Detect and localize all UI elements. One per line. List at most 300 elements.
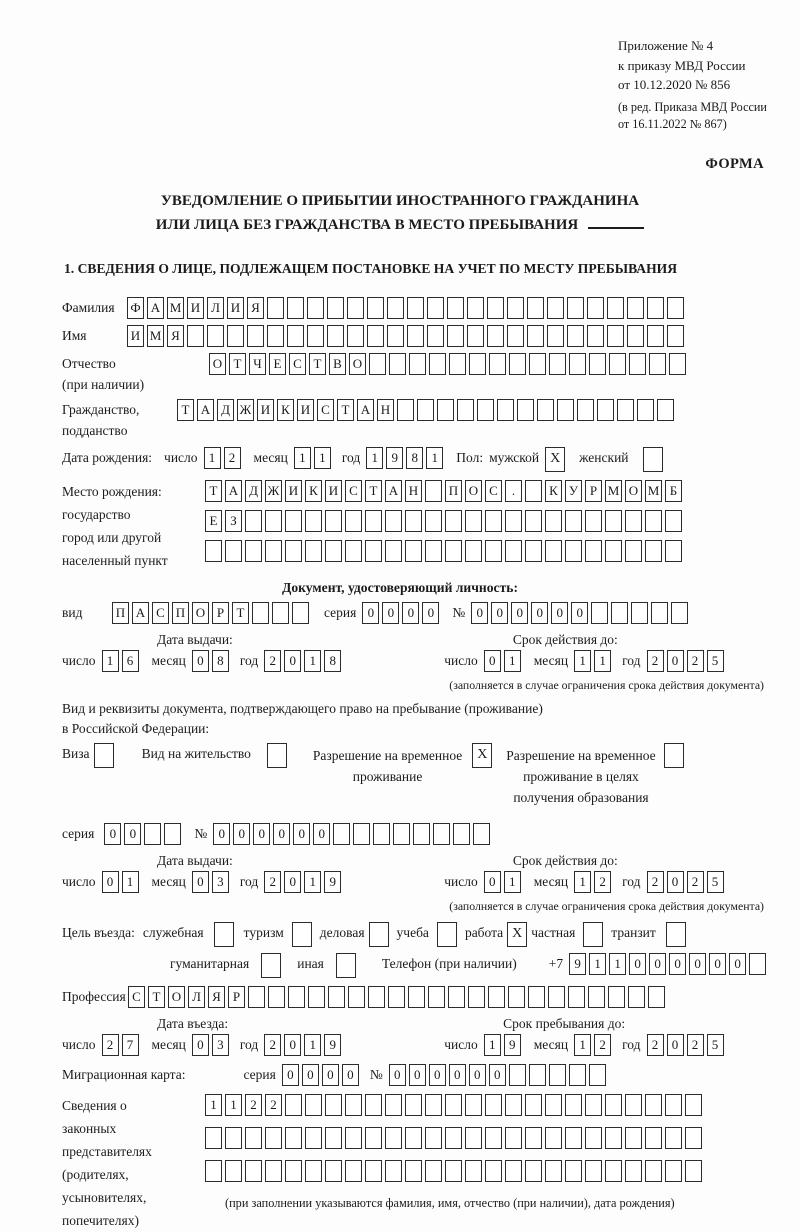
char-cell[interactable] — [625, 540, 642, 562]
char-cell[interactable] — [607, 297, 624, 319]
char-cell[interactable] — [248, 986, 265, 1008]
char-cell[interactable]: С — [152, 602, 169, 624]
char-cell[interactable] — [568, 986, 585, 1008]
birth-day-input[interactable] — [204, 447, 244, 469]
char-cell[interactable] — [467, 325, 484, 347]
char-cell[interactable] — [225, 540, 242, 562]
char-cell[interactable] — [625, 510, 642, 532]
option-temp-residence-checkbox[interactable]: X — [472, 743, 492, 768]
purpose-study-checkbox[interactable] — [437, 922, 457, 947]
char-cell[interactable] — [631, 602, 648, 624]
char-cell[interactable]: А — [132, 602, 149, 624]
char-cell[interactable] — [497, 399, 514, 421]
entry-year-input[interactable] — [264, 1034, 344, 1056]
char-cell[interactable]: 1 — [574, 871, 591, 893]
char-cell[interactable]: С — [317, 399, 334, 421]
char-cell[interactable] — [589, 353, 606, 375]
residence-series-input[interactable] — [104, 823, 184, 845]
char-cell[interactable] — [445, 510, 462, 532]
char-cell[interactable] — [585, 1094, 602, 1116]
char-cell[interactable] — [445, 540, 462, 562]
char-cell[interactable]: 1 — [574, 650, 591, 672]
char-cell[interactable] — [388, 986, 405, 1008]
char-cell[interactable] — [489, 353, 506, 375]
char-cell[interactable] — [547, 325, 564, 347]
char-cell[interactable] — [307, 325, 324, 347]
char-cell[interactable]: 2 — [687, 650, 704, 672]
char-cell[interactable] — [549, 353, 566, 375]
char-cell[interactable] — [265, 540, 282, 562]
purpose-business-checkbox[interactable] — [214, 922, 234, 947]
char-cell[interactable] — [365, 540, 382, 562]
char-cell[interactable] — [387, 325, 404, 347]
sex-female-checkbox[interactable] — [643, 447, 663, 472]
char-cell[interactable]: 9 — [386, 447, 403, 469]
char-cell[interactable]: 0 — [362, 602, 379, 624]
char-cell[interactable] — [545, 1127, 562, 1149]
char-cell[interactable]: Д — [245, 480, 262, 502]
char-cell[interactable] — [585, 1127, 602, 1149]
char-cell[interactable] — [545, 540, 562, 562]
char-cell[interactable] — [569, 353, 586, 375]
char-cell[interactable] — [445, 1127, 462, 1149]
char-cell[interactable] — [607, 325, 624, 347]
char-cell[interactable] — [265, 1127, 282, 1149]
char-cell[interactable]: Т — [177, 399, 194, 421]
char-cell[interactable]: 0 — [233, 823, 250, 845]
char-cell[interactable]: 0 — [667, 1034, 684, 1056]
char-cell[interactable] — [605, 510, 622, 532]
char-cell[interactable]: Н — [405, 480, 422, 502]
patronymic-input[interactable] — [209, 353, 689, 375]
char-cell[interactable]: 2 — [264, 650, 281, 672]
char-cell[interactable] — [587, 297, 604, 319]
char-cell[interactable]: С — [345, 480, 362, 502]
char-cell[interactable] — [369, 353, 386, 375]
char-cell[interactable] — [465, 1127, 482, 1149]
char-cell[interactable]: 0 — [667, 871, 684, 893]
char-cell[interactable] — [325, 1127, 342, 1149]
char-cell[interactable] — [307, 297, 324, 319]
char-cell[interactable] — [305, 1094, 322, 1116]
char-cell[interactable]: Л — [207, 297, 224, 319]
char-cell[interactable] — [548, 986, 565, 1008]
char-cell[interactable]: И — [127, 325, 144, 347]
char-cell[interactable] — [365, 1127, 382, 1149]
char-cell[interactable] — [465, 1094, 482, 1116]
char-cell[interactable] — [685, 1127, 702, 1149]
stay-month-input[interactable] — [574, 1034, 614, 1056]
char-cell[interactable] — [637, 399, 654, 421]
char-cell[interactable]: 1 — [225, 1094, 242, 1116]
char-cell[interactable] — [288, 986, 305, 1008]
char-cell[interactable]: 0 — [409, 1064, 426, 1086]
char-cell[interactable]: Б — [665, 480, 682, 502]
char-cell[interactable] — [225, 1127, 242, 1149]
char-cell[interactable] — [448, 986, 465, 1008]
char-cell[interactable]: М — [167, 297, 184, 319]
char-cell[interactable]: 9 — [324, 871, 341, 893]
representatives-line1-input[interactable] — [205, 1094, 705, 1116]
char-cell[interactable] — [645, 510, 662, 532]
char-cell[interactable]: З — [225, 510, 242, 532]
char-cell[interactable] — [565, 1127, 582, 1149]
purpose-commercial-checkbox[interactable] — [369, 922, 389, 947]
char-cell[interactable] — [487, 297, 504, 319]
char-cell[interactable] — [389, 353, 406, 375]
char-cell[interactable]: А — [147, 297, 164, 319]
char-cell[interactable]: К — [305, 480, 322, 502]
char-cell[interactable] — [645, 1127, 662, 1149]
residence-issue-day-input[interactable] — [102, 871, 142, 893]
char-cell[interactable] — [408, 986, 425, 1008]
char-cell[interactable]: М — [147, 325, 164, 347]
char-cell[interactable]: 0 — [689, 953, 706, 975]
char-cell[interactable]: Ж — [237, 399, 254, 421]
char-cell[interactable]: О — [192, 602, 209, 624]
char-cell[interactable] — [287, 325, 304, 347]
char-cell[interactable] — [685, 1094, 702, 1116]
char-cell[interactable] — [585, 510, 602, 532]
char-cell[interactable]: 0 — [192, 1034, 209, 1056]
char-cell[interactable]: О — [625, 480, 642, 502]
char-cell[interactable]: 0 — [429, 1064, 446, 1086]
char-cell[interactable] — [305, 1127, 322, 1149]
char-cell[interactable]: С — [485, 480, 502, 502]
char-cell[interactable] — [627, 297, 644, 319]
char-cell[interactable] — [328, 986, 345, 1008]
char-cell[interactable] — [671, 602, 688, 624]
char-cell[interactable] — [285, 1127, 302, 1149]
char-cell[interactable]: О — [168, 986, 185, 1008]
char-cell[interactable]: 0 — [102, 871, 119, 893]
char-cell[interactable]: Я — [247, 297, 264, 319]
char-cell[interactable] — [345, 540, 362, 562]
char-cell[interactable] — [425, 510, 442, 532]
char-cell[interactable] — [245, 540, 262, 562]
char-cell[interactable]: 1 — [294, 447, 311, 469]
char-cell[interactable] — [529, 1064, 546, 1086]
char-cell[interactable] — [617, 399, 634, 421]
char-cell[interactable] — [285, 1094, 302, 1116]
purpose-tourism-checkbox[interactable] — [292, 922, 312, 947]
char-cell[interactable] — [517, 399, 534, 421]
representatives-line2-input[interactable] — [205, 1127, 705, 1149]
char-cell[interactable]: 0 — [531, 602, 548, 624]
identity-expiry-month-input[interactable] — [574, 650, 614, 672]
char-cell[interactable]: 1 — [609, 953, 626, 975]
char-cell[interactable] — [588, 986, 605, 1008]
char-cell[interactable] — [565, 1094, 582, 1116]
char-cell[interactable] — [385, 1127, 402, 1149]
char-cell[interactable] — [545, 1094, 562, 1116]
char-cell[interactable]: П — [172, 602, 189, 624]
char-cell[interactable] — [577, 399, 594, 421]
char-cell[interactable] — [367, 297, 384, 319]
char-cell[interactable] — [625, 1094, 642, 1116]
char-cell[interactable] — [429, 353, 446, 375]
char-cell[interactable]: Ф — [127, 297, 144, 319]
char-cell[interactable] — [373, 823, 390, 845]
profession-input[interactable] — [128, 986, 668, 1008]
char-cell[interactable] — [425, 1094, 442, 1116]
option-temp-residence-education-checkbox[interactable] — [664, 743, 684, 768]
char-cell[interactable]: 0 — [284, 871, 301, 893]
phone-input[interactable] — [569, 953, 769, 975]
char-cell[interactable] — [425, 480, 442, 502]
char-cell[interactable] — [487, 325, 504, 347]
char-cell[interactable]: 0 — [469, 1064, 486, 1086]
char-cell[interactable]: М — [605, 480, 622, 502]
char-cell[interactable]: 8 — [406, 447, 423, 469]
char-cell[interactable] — [665, 510, 682, 532]
char-cell[interactable]: 0 — [124, 823, 141, 845]
char-cell[interactable]: 1 — [484, 1034, 501, 1056]
residence-number-input[interactable] — [213, 823, 493, 845]
birth-month-input[interactable] — [294, 447, 334, 469]
char-cell[interactable] — [445, 1094, 462, 1116]
char-cell[interactable]: 2 — [264, 1034, 281, 1056]
char-cell[interactable]: . — [505, 480, 522, 502]
char-cell[interactable]: Т — [337, 399, 354, 421]
char-cell[interactable] — [164, 823, 181, 845]
char-cell[interactable]: 0 — [104, 823, 121, 845]
char-cell[interactable]: 1 — [204, 447, 221, 469]
purpose-private-checkbox[interactable] — [583, 922, 603, 947]
char-cell[interactable]: 9 — [504, 1034, 521, 1056]
char-cell[interactable]: П — [445, 480, 462, 502]
char-cell[interactable]: 1 — [574, 1034, 591, 1056]
char-cell[interactable]: 2 — [245, 1094, 262, 1116]
char-cell[interactable]: О — [209, 353, 226, 375]
char-cell[interactable] — [525, 540, 542, 562]
char-cell[interactable] — [749, 953, 766, 975]
char-cell[interactable] — [508, 986, 525, 1008]
char-cell[interactable] — [477, 399, 494, 421]
migration-number-input[interactable] — [389, 1064, 609, 1086]
char-cell[interactable] — [345, 1127, 362, 1149]
char-cell[interactable]: 0 — [491, 602, 508, 624]
char-cell[interactable] — [589, 1064, 606, 1086]
char-cell[interactable]: С — [289, 353, 306, 375]
residence-expiry-day-input[interactable] — [484, 871, 524, 893]
char-cell[interactable]: 1 — [366, 447, 383, 469]
char-cell[interactable]: 2 — [647, 871, 664, 893]
char-cell[interactable]: 0 — [422, 602, 439, 624]
char-cell[interactable] — [567, 297, 584, 319]
char-cell[interactable] — [365, 1094, 382, 1116]
char-cell[interactable] — [545, 510, 562, 532]
char-cell[interactable] — [187, 325, 204, 347]
char-cell[interactable]: 0 — [282, 1064, 299, 1086]
char-cell[interactable] — [525, 1127, 542, 1149]
char-cell[interactable] — [665, 1127, 682, 1149]
char-cell[interactable] — [507, 325, 524, 347]
char-cell[interactable]: И — [227, 297, 244, 319]
char-cell[interactable]: 0 — [489, 1064, 506, 1086]
char-cell[interactable]: 2 — [265, 1094, 282, 1116]
char-cell[interactable]: 0 — [192, 650, 209, 672]
char-cell[interactable] — [465, 540, 482, 562]
char-cell[interactable] — [648, 986, 665, 1008]
char-cell[interactable]: Т — [229, 353, 246, 375]
char-cell[interactable]: 2 — [687, 1034, 704, 1056]
char-cell[interactable]: 0 — [293, 823, 310, 845]
char-cell[interactable] — [285, 540, 302, 562]
residence-issue-month-input[interactable] — [192, 871, 232, 893]
migration-series-input[interactable] — [282, 1064, 362, 1086]
option-residence-permit-checkbox[interactable] — [267, 743, 287, 768]
char-cell[interactable]: Т — [205, 480, 222, 502]
char-cell[interactable]: 0 — [382, 602, 399, 624]
char-cell[interactable]: 3 — [212, 871, 229, 893]
char-cell[interactable]: 0 — [253, 823, 270, 845]
char-cell[interactable] — [528, 986, 545, 1008]
char-cell[interactable]: М — [645, 480, 662, 502]
char-cell[interactable] — [447, 297, 464, 319]
char-cell[interactable]: 3 — [212, 1034, 229, 1056]
char-cell[interactable]: К — [545, 480, 562, 502]
char-cell[interactable] — [647, 325, 664, 347]
char-cell[interactable]: 0 — [484, 871, 501, 893]
char-cell[interactable] — [265, 510, 282, 532]
char-cell[interactable]: Л — [188, 986, 205, 1008]
entry-month-input[interactable] — [192, 1034, 232, 1056]
char-cell[interactable] — [345, 510, 362, 532]
char-cell[interactable] — [667, 325, 684, 347]
char-cell[interactable] — [505, 510, 522, 532]
char-cell[interactable] — [405, 540, 422, 562]
char-cell[interactable] — [605, 1094, 622, 1116]
char-cell[interactable] — [345, 1094, 362, 1116]
char-cell[interactable] — [537, 399, 554, 421]
char-cell[interactable] — [547, 297, 564, 319]
char-cell[interactable]: Я — [208, 986, 225, 1008]
char-cell[interactable]: 0 — [649, 953, 666, 975]
char-cell[interactable] — [368, 986, 385, 1008]
char-cell[interactable] — [567, 325, 584, 347]
char-cell[interactable] — [425, 540, 442, 562]
char-cell[interactable] — [347, 297, 364, 319]
birth-place-line3-input[interactable] — [205, 540, 685, 562]
purpose-work-checkbox[interactable]: X — [507, 922, 527, 947]
char-cell[interactable]: Д — [217, 399, 234, 421]
char-cell[interactable] — [305, 510, 322, 532]
char-cell[interactable] — [348, 986, 365, 1008]
char-cell[interactable]: А — [225, 480, 242, 502]
char-cell[interactable]: У — [565, 480, 582, 502]
char-cell[interactable]: Р — [212, 602, 229, 624]
char-cell[interactable] — [409, 353, 426, 375]
char-cell[interactable]: 1 — [304, 1034, 321, 1056]
char-cell[interactable] — [465, 510, 482, 532]
char-cell[interactable] — [625, 1127, 642, 1149]
char-cell[interactable] — [268, 986, 285, 1008]
char-cell[interactable] — [651, 602, 668, 624]
char-cell[interactable]: 1 — [504, 871, 521, 893]
char-cell[interactable]: 5 — [707, 650, 724, 672]
char-cell[interactable]: 1 — [304, 871, 321, 893]
purpose-transit-checkbox[interactable] — [666, 922, 686, 947]
char-cell[interactable] — [247, 325, 264, 347]
char-cell[interactable]: 0 — [302, 1064, 319, 1086]
char-cell[interactable]: Ч — [249, 353, 266, 375]
char-cell[interactable]: 0 — [667, 650, 684, 672]
char-cell[interactable]: И — [325, 480, 342, 502]
char-cell[interactable] — [325, 510, 342, 532]
residence-issue-year-input[interactable] — [264, 871, 344, 893]
char-cell[interactable]: Ж — [265, 480, 282, 502]
identity-issue-year-input[interactable] — [264, 650, 344, 672]
sex-male-checkbox[interactable]: X — [545, 447, 565, 472]
char-cell[interactable]: 0 — [273, 823, 290, 845]
char-cell[interactable] — [645, 540, 662, 562]
char-cell[interactable] — [468, 986, 485, 1008]
char-cell[interactable] — [272, 602, 289, 624]
char-cell[interactable] — [591, 602, 608, 624]
char-cell[interactable]: 1 — [504, 650, 521, 672]
residence-expiry-month-input[interactable] — [574, 871, 614, 893]
char-cell[interactable]: Т — [232, 602, 249, 624]
char-cell[interactable]: 7 — [122, 1034, 139, 1056]
option-visa-checkbox[interactable] — [94, 743, 114, 768]
char-cell[interactable]: 0 — [449, 1064, 466, 1086]
char-cell[interactable]: 0 — [571, 602, 588, 624]
char-cell[interactable] — [605, 540, 622, 562]
char-cell[interactable]: 0 — [484, 650, 501, 672]
char-cell[interactable]: 0 — [284, 1034, 301, 1056]
purpose-humanitarian-checkbox[interactable] — [261, 953, 281, 978]
char-cell[interactable]: И — [187, 297, 204, 319]
char-cell[interactable] — [529, 353, 546, 375]
entry-day-input[interactable] — [102, 1034, 142, 1056]
char-cell[interactable] — [407, 297, 424, 319]
char-cell[interactable]: 0 — [313, 823, 330, 845]
char-cell[interactable] — [665, 540, 682, 562]
name-input[interactable] — [127, 325, 687, 347]
identity-expiry-day-input[interactable] — [484, 650, 524, 672]
char-cell[interactable]: Р — [585, 480, 602, 502]
char-cell[interactable] — [385, 540, 402, 562]
char-cell[interactable]: К — [277, 399, 294, 421]
char-cell[interactable]: В — [329, 353, 346, 375]
char-cell[interactable] — [252, 602, 269, 624]
char-cell[interactable]: Р — [228, 986, 245, 1008]
char-cell[interactable]: 0 — [213, 823, 230, 845]
char-cell[interactable] — [327, 297, 344, 319]
char-cell[interactable] — [333, 823, 350, 845]
char-cell[interactable]: 2 — [224, 447, 241, 469]
surname-input[interactable] — [127, 297, 687, 319]
char-cell[interactable] — [417, 399, 434, 421]
char-cell[interactable]: Т — [365, 480, 382, 502]
char-cell[interactable] — [525, 1094, 542, 1116]
char-cell[interactable] — [385, 510, 402, 532]
char-cell[interactable]: 8 — [324, 650, 341, 672]
char-cell[interactable] — [527, 325, 544, 347]
char-cell[interactable] — [569, 1064, 586, 1086]
char-cell[interactable] — [473, 823, 490, 845]
char-cell[interactable] — [325, 1094, 342, 1116]
char-cell[interactable]: 0 — [669, 953, 686, 975]
char-cell[interactable] — [485, 510, 502, 532]
char-cell[interactable]: И — [257, 399, 274, 421]
char-cell[interactable] — [205, 540, 222, 562]
char-cell[interactable]: 1 — [304, 650, 321, 672]
char-cell[interactable]: 6 — [122, 650, 139, 672]
char-cell[interactable]: 0 — [629, 953, 646, 975]
char-cell[interactable] — [488, 986, 505, 1008]
